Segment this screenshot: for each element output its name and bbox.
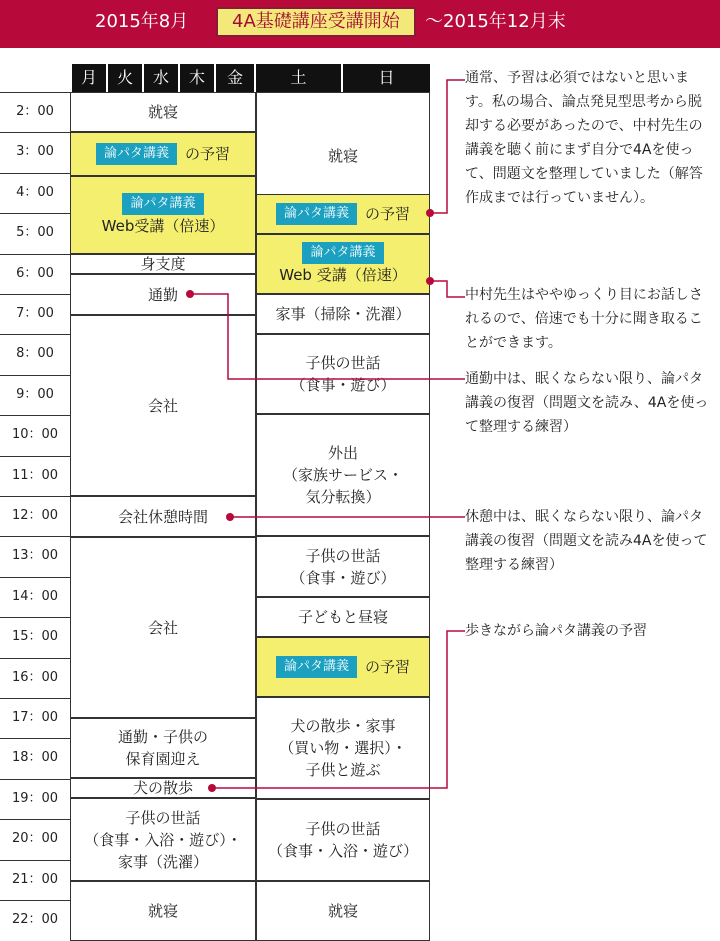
time-label: 12：00 <box>11 508 59 523</box>
dog-walk-label: 犬の散歩 <box>132 779 193 797</box>
time-label: 5：00 <box>16 225 54 241</box>
header-end-date: ～2015年12月末 <box>425 11 566 32</box>
time-label: 16：00 <box>11 669 59 685</box>
prep-suffix: の予習 <box>365 658 411 676</box>
connector-dot <box>208 784 216 792</box>
time-label: 11：00 <box>11 467 59 483</box>
prep-suffix: の予習 <box>365 205 411 223</box>
time-label: 6：00 <box>16 265 54 281</box>
web-lecture-text: Web 受講（倍速） <box>279 266 407 284</box>
company-label: 会社 <box>147 396 178 415</box>
weekend-sleep-label: 就寝 <box>327 902 358 920</box>
chores-label: 家事（掃除・洗濯） <box>275 305 411 323</box>
lecture-tag: 論パタ講義 <box>122 193 203 215</box>
break-label: 会社休憩時間 <box>117 507 208 526</box>
time-label: 13：00 <box>11 548 59 564</box>
web-lecture-text: Web受講（倍速） <box>101 217 225 235</box>
time-label: 3：00 <box>16 144 54 160</box>
time-label: 17：00 <box>11 710 59 725</box>
time-label: 9：00 <box>16 386 54 402</box>
commute-label: 通勤 <box>147 285 178 304</box>
day-thu: 木 <box>180 64 214 92</box>
childcare-line1: 子供の世話 <box>305 820 381 838</box>
time-label: 20：00 <box>11 831 59 847</box>
nap-label: 子どもと昼寝 <box>297 608 388 626</box>
childcare-line1: 子供の世話 <box>305 546 381 565</box>
header-badge: 4A基礎講座受講開始 <box>216 7 416 37</box>
header-start-date: 2015年8月 <box>95 11 189 32</box>
connector-note-1 <box>430 80 465 213</box>
weekend-sleep-label: 就寝 <box>327 147 358 165</box>
connector-dot <box>426 209 434 217</box>
dog-chores-line3: 子供と遊ぶ <box>305 761 381 779</box>
prep-suffix: の予習 <box>185 145 231 163</box>
time-label: 8：00 <box>16 346 54 362</box>
day-sat: 土 <box>256 64 341 92</box>
time-label: 19：00 <box>11 790 59 806</box>
pickup-line1: 通勤・子供の <box>117 728 208 746</box>
connector-dot <box>426 277 434 285</box>
weekday-sleep-label: 就寝 <box>147 103 178 121</box>
dog-chores-line2: （買い物・選択）・ <box>279 739 407 757</box>
lecture-tag: 論パタ講義 <box>302 242 383 264</box>
weekday-sleep-label: 就寝 <box>147 902 178 920</box>
pickup-line2: 保育園迎え <box>125 750 201 768</box>
time-label: 4：00 <box>16 184 54 200</box>
time-label: 2：00 <box>16 104 54 119</box>
connector-note-5 <box>212 631 465 788</box>
time-label: 10：00 <box>11 427 59 443</box>
day-tue: 火 <box>108 64 142 92</box>
outing-line2: （家族サービス・ <box>282 466 403 484</box>
time-label: 21：00 <box>11 871 59 887</box>
lecture-tag: 論パタ講義 <box>276 656 357 678</box>
connector-dot <box>186 290 194 298</box>
time-label: 18：00 <box>11 750 59 766</box>
childcare-line2: （食事・遊び） <box>290 568 396 587</box>
note-break: 休憩中は、眠くならない限り、論パタ講義の復習（問題文を読み4Aを使って整理する練習） <box>465 509 708 573</box>
day-wed: 水 <box>144 64 178 92</box>
childcare-line3: 家事（洗濯） <box>117 852 208 871</box>
note-speed: 中村先生はややゆっくり目にお話しされるので、倍速でも十分に聞き取ることができます。 <box>465 287 703 351</box>
connector-note-2 <box>430 281 465 297</box>
childcare-line2: （食事・入浴・遊び）・ <box>84 830 242 849</box>
connector-note-3 <box>190 294 465 379</box>
time-label: 15：00 <box>11 629 59 645</box>
time-label: 7：00 <box>16 306 54 321</box>
getting-ready-label: 身支度 <box>140 255 186 273</box>
note-prep: 通常、予習は必須ではないと思います。私の場合、論点発見型思考から脱却する必要があったので、中村先生の講義を聴く前にまず自分で4Aを使って、問題文を整理していました（解答作成までは行っていません）。 <box>465 70 703 206</box>
childcare-line2: （食事・入浴・遊び） <box>267 842 418 860</box>
company-label: 会社 <box>147 618 178 637</box>
outing-line3: 気分転換） <box>305 488 381 506</box>
day-sun: 日 <box>343 64 430 92</box>
lecture-tag: 論パタ講義 <box>96 143 177 165</box>
time-label: 14：00 <box>11 588 59 604</box>
note-walking: 歩きながら論パタ講義の予習 <box>465 623 647 639</box>
childcare-line1: 子供の世話 <box>305 354 381 372</box>
connector-dot <box>226 513 234 521</box>
day-mon: 月 <box>72 64 106 92</box>
day-fri: 金 <box>216 64 254 92</box>
childcare-line1: 子供の世話 <box>125 808 201 827</box>
outing-line1: 外出 <box>327 444 358 462</box>
time-label: 22：00 <box>11 912 59 927</box>
childcare-line2: （食事・遊び） <box>290 376 396 394</box>
note-commute: 通勤中は、眠くならない限り、論パタ講義の復習（問題文を読み、4Aを使って整理する練習） <box>465 371 709 435</box>
lecture-tag: 論パタ講義 <box>276 203 357 225</box>
dog-chores-line1: 犬の散歩・家事 <box>290 717 396 735</box>
